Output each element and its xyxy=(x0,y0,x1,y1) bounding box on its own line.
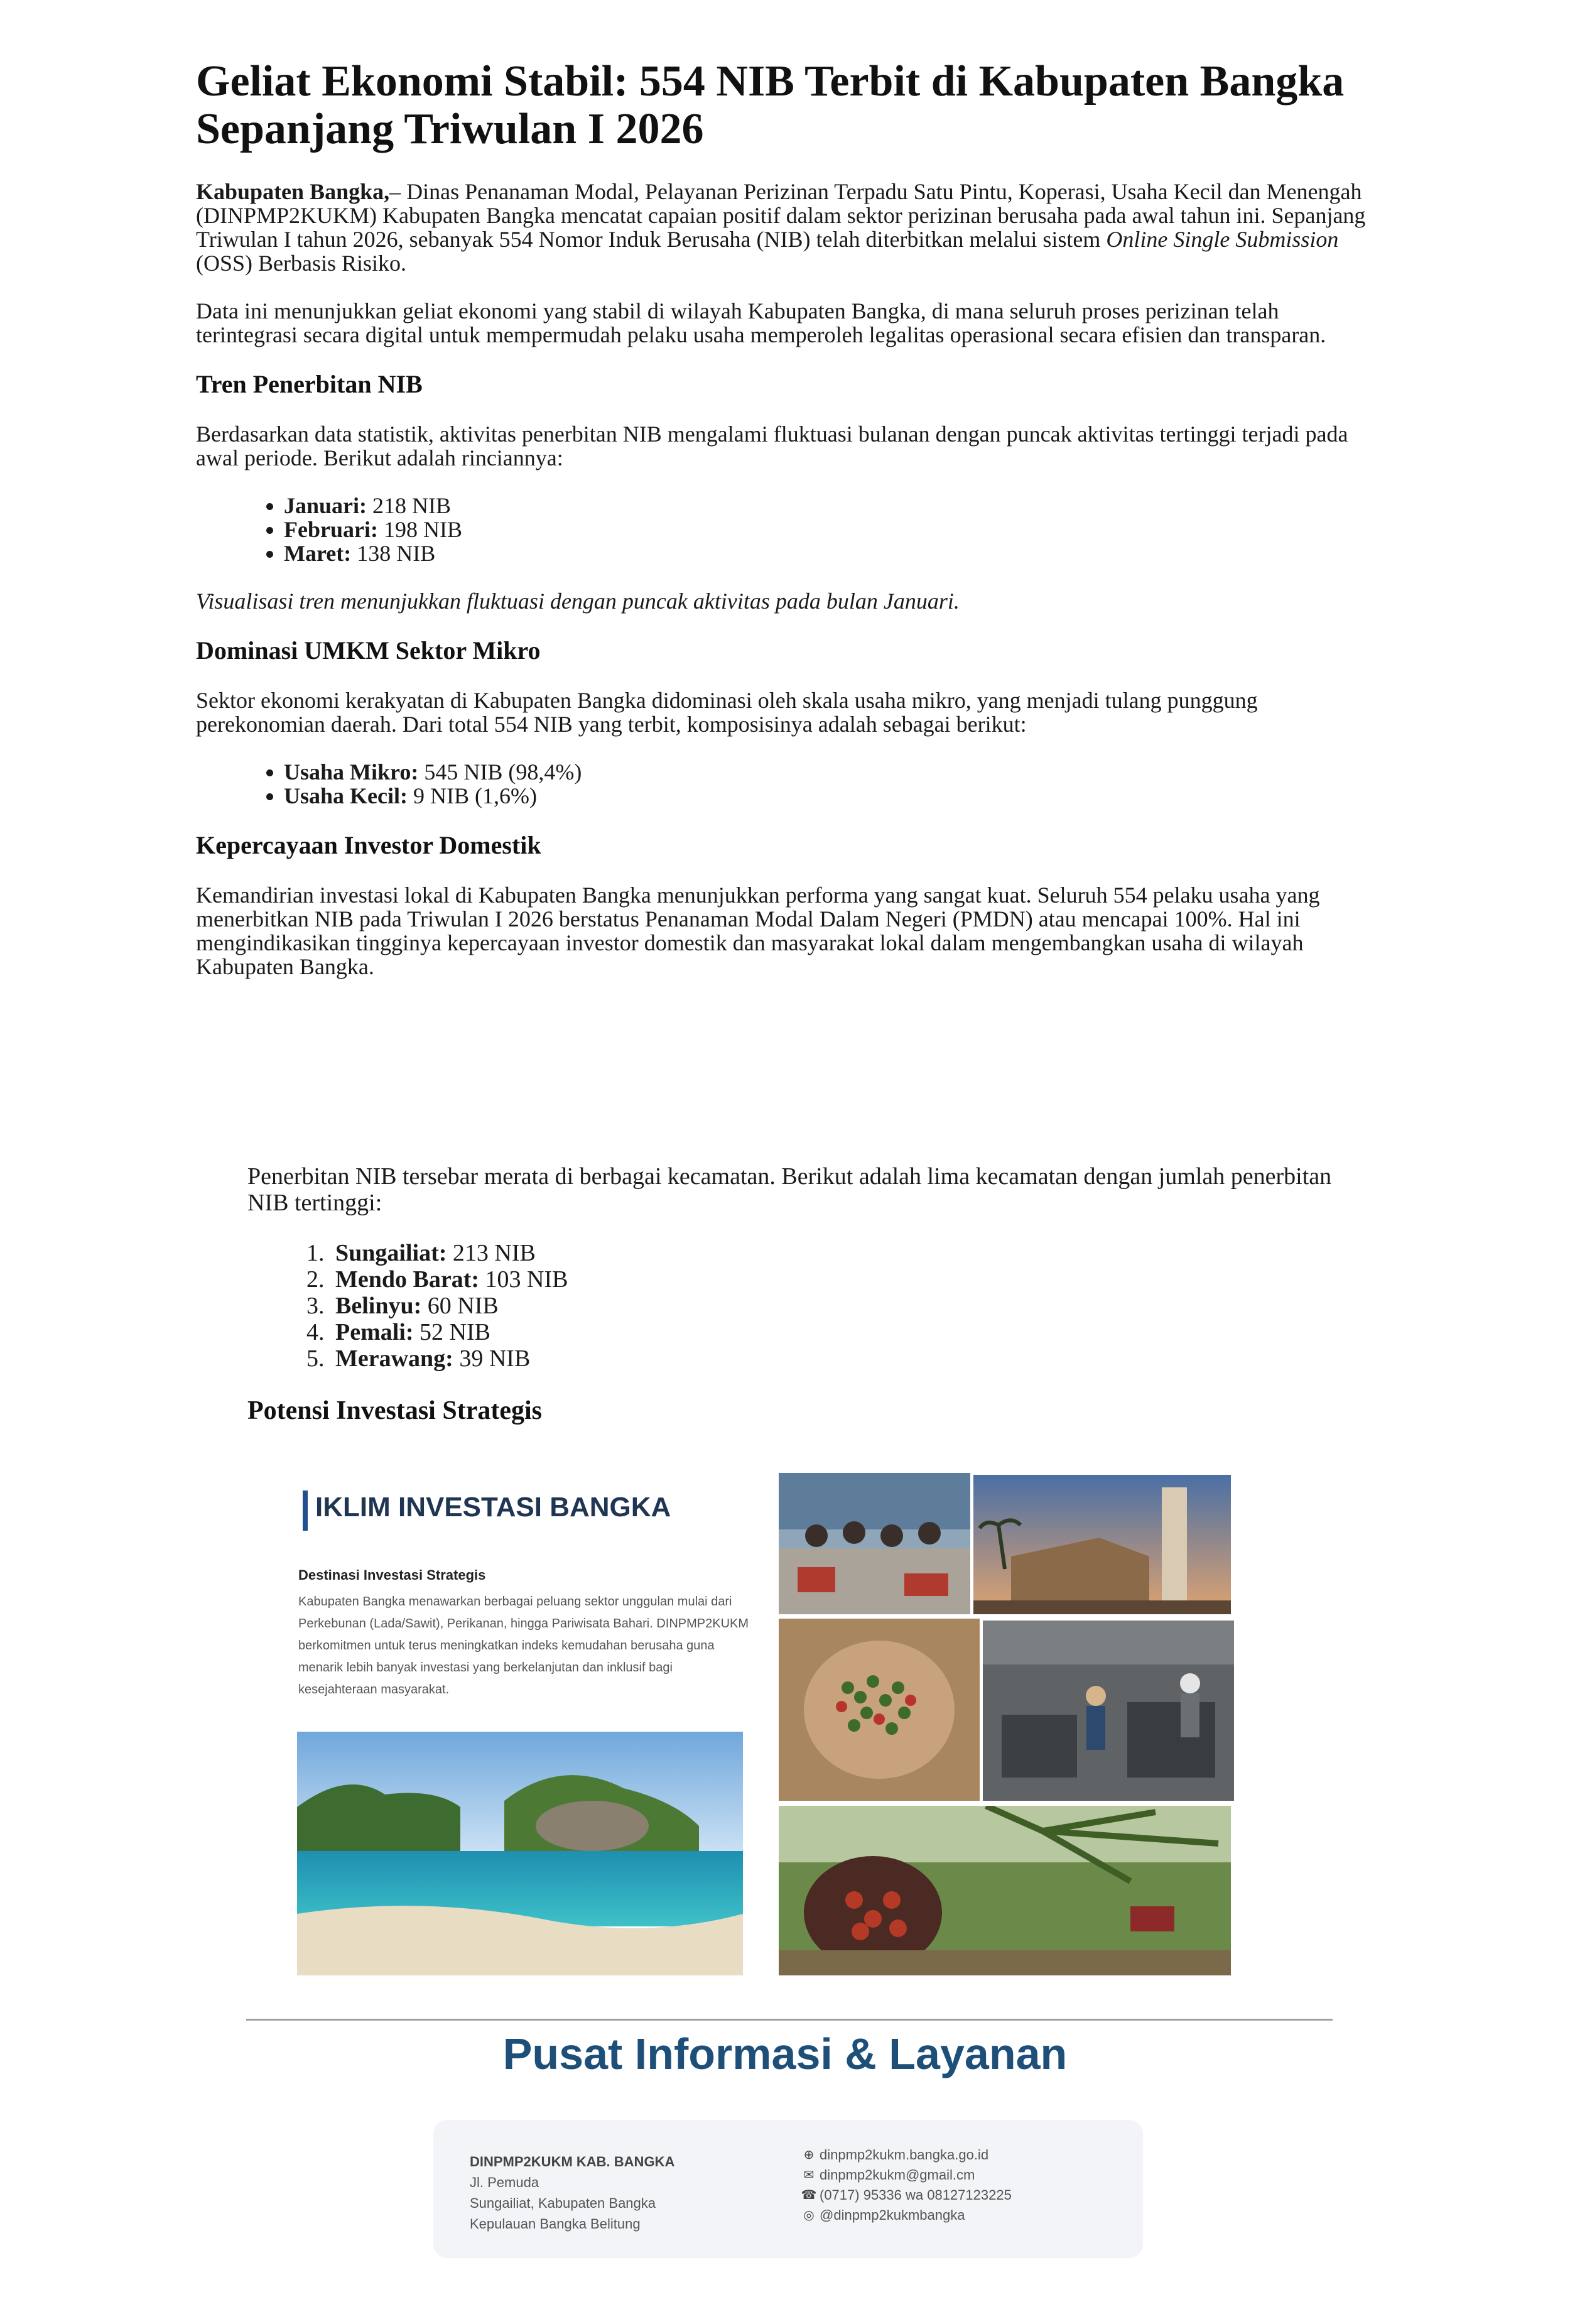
item-label: Merawang: xyxy=(335,1345,453,1372)
accent-bar xyxy=(303,1491,308,1531)
factory-photo xyxy=(983,1621,1234,1801)
contact-card xyxy=(433,2120,1143,2258)
info-banner-title: Pusat Informasi & Layanan xyxy=(502,2029,1068,2078)
beach-photo xyxy=(297,1732,743,1975)
tren-text: Berdasarkan data statistik, aktivitas penerbitan NIB mengalami fluktuasi bulanan dengan puncak aktivitas tertinggi terjadi pada awal periode. Berikut adalah rinciannya: xyxy=(196,421,1348,470)
list-item xyxy=(330,1345,1353,1372)
list-item xyxy=(284,784,1377,808)
intro-lead: Kabupaten Bangka, xyxy=(196,179,390,204)
item-value: 39 NIB xyxy=(453,1345,531,1372)
item-label: Usaha Kecil: xyxy=(284,783,408,808)
collage-title: IKLIM INVESTASI BANGKA xyxy=(315,1492,671,1523)
heading-investor: Kepercayaan Investor Domestik xyxy=(196,831,541,859)
item-value: 9 NIB (1,6%) xyxy=(407,783,537,808)
item-value: 213 NIB xyxy=(447,1240,536,1266)
email-link[interactable]: dinpmp2kukm@gmail.cm xyxy=(820,2167,975,2183)
item-value: 138 NIB xyxy=(351,541,436,566)
tren-note xyxy=(196,589,1377,613)
list-item xyxy=(330,1240,1353,1266)
item-label: Maret: xyxy=(284,541,352,566)
item-label: Pemali: xyxy=(335,1319,414,1345)
item-label: Februari: xyxy=(284,517,378,542)
investment-collage xyxy=(295,1473,1331,1975)
item-value: 198 NIB xyxy=(377,517,462,542)
divider xyxy=(246,2019,1333,2021)
heading-umkm: Dominasi UMKM Sektor Mikro xyxy=(196,636,541,665)
temple-photo xyxy=(973,1475,1231,1614)
event-photo xyxy=(779,1473,970,1614)
address-line: Kepulauan Bangka Belitung xyxy=(470,2216,641,2232)
item-value: 545 NIB (98,4%) xyxy=(418,759,582,785)
tren-list xyxy=(196,494,1377,565)
item-value: 218 NIB xyxy=(367,493,452,518)
investor-text: Kemandirian investasi lokal di Kabupaten Bangka menunjukkan performa yang sangat kuat. Seluruh 554 pelaku usaha yang menerbitkan NIB pada Triwulan I 2026 berstatus Penanaman Modal Dalam Negeri (PMDN) atau mencapai 100%. Hal ini mengindikasikan tingginya kepercayaan investor domestik dan masyarakat lokal dalam mengembangkan usaha di wilayah Kabupaten Bangka. xyxy=(196,882,1320,979)
phone-text[interactable]: (0717) 95336 wa 08127123225 xyxy=(820,2187,1012,2203)
umkm-list xyxy=(196,760,1377,808)
kecamatan-list xyxy=(247,1240,1353,1372)
globe-icon: ⊕ xyxy=(803,2148,815,2162)
paragraph-2: Data ini menunjukkan geliat ekonomi yang stabil di wilayah Kabupaten Bangka, di mana seluruh proses perizinan telah terintegrasi secara digital untuk mempermudah pelaku usaha memperoleh legalitas operasional secara efisien dan transparan. xyxy=(196,298,1326,347)
item-value: 103 NIB xyxy=(479,1266,568,1293)
kecamatan-text: Penerbitan NIB tersebar merata di berbagai kecamatan. Berikut adalah lima kecamatan dengan jumlah penerbitan NIB tertinggi: xyxy=(247,1163,1332,1216)
kecamatan-section xyxy=(247,1163,1353,1448)
list-item xyxy=(284,518,1377,541)
address-block xyxy=(470,2151,674,2234)
collage-subtitle: Destinasi Investasi Strategis xyxy=(298,1567,486,1583)
item-label: Januari: xyxy=(284,493,367,518)
website-row[interactable] xyxy=(801,2145,1012,2165)
pepper-photo xyxy=(779,1619,980,1801)
address-line: Jl. Pemuda xyxy=(470,2175,539,2190)
item-value: 60 NIB xyxy=(421,1293,499,1319)
umkm-text: Sektor ekonomi kerakyatan di Kabupaten Bangka didominasi oleh skala usaha mikro, yang menjadi tulang punggung perekonomian daerah. Dari total 554 NIB yang terbit, komposisinya adalah sebagai berikut: xyxy=(196,688,1258,737)
item-label: Mendo Barat: xyxy=(335,1266,480,1293)
palm-oil-photo xyxy=(779,1806,1231,1975)
instagram-row[interactable] xyxy=(801,2205,1012,2225)
heading-tren: Tren Penerbitan NIB xyxy=(196,370,423,398)
org-name: DINPMP2KUKM KAB. BANGKA xyxy=(470,2154,675,2169)
phone-icon: ☎ xyxy=(801,2188,817,2202)
website-link[interactable]: dinpmp2kukm.bangka.go.id xyxy=(820,2147,989,2163)
contact-list xyxy=(801,2145,1012,2225)
intro-text-1: – Dinas Penanaman Modal, Pelayanan Perizinan Terpadu Satu Pintu, Koperasi, Usaha Kecil dan Menengah (DINPMP2KUKM) Kabupaten Bangka mencatat capaian positif dalam sektor perizinan berusaha pada awal tahun ini. Sepanjang Triwulan I tahun 2026, sebanyak 554 Nomor Induk Berusaha (NIB) telah diterbitkan melalui sistem xyxy=(196,179,1366,252)
list-item xyxy=(330,1319,1353,1345)
tren-note-text: Visualisasi tren menunjukkan fluktuasi dengan puncak aktivitas pada bulan Januari. xyxy=(196,589,960,614)
collage-text: Kabupaten Bangka menawarkan berbagai peluang sektor unggulan mulai dari Perkebunan (Lada/Sawit), Perikanan, hingga Pariwisata Bahari. DINPMP2KUKM berkomitmen untuk terus meningkatkan indeks kemudahan berusaha guna menarik lebih banyak investasi yang berkelanjutan dan inklusif bagi kesejahteraan masyarakat. xyxy=(298,1595,749,1697)
item-value: 52 NIB xyxy=(413,1319,490,1345)
phone-row[interactable] xyxy=(801,2185,1012,2205)
item-label: Belinyu: xyxy=(335,1293,422,1319)
intro-text-2: (OSS) Berbasis Risiko. xyxy=(196,251,407,276)
mail-icon: ✉ xyxy=(803,2168,815,2182)
address-line: Sungailiat, Kabupaten Bangka xyxy=(470,2195,656,2211)
instagram-icon: ◎ xyxy=(803,2208,815,2222)
article-title: Geliat Ekonomi Stabil: 554 NIB Terbit di Kabupaten Bangka Sepanjang Triwulan I 2026 xyxy=(196,57,1345,153)
list-item xyxy=(284,760,1377,784)
intro-paragraph xyxy=(196,180,1377,275)
item-label: Sungailiat: xyxy=(335,1240,447,1266)
article xyxy=(196,58,1377,1002)
intro-italic: Online Single Submission xyxy=(1106,227,1339,252)
collage-text-panel xyxy=(295,1473,779,1975)
email-row[interactable] xyxy=(801,2165,1012,2185)
list-item xyxy=(284,494,1377,518)
item-label: Usaha Mikro: xyxy=(284,759,419,785)
instagram-handle[interactable]: @dinpmp2kukmbangka xyxy=(820,2207,965,2223)
list-item xyxy=(330,1293,1353,1319)
list-item xyxy=(330,1266,1353,1293)
heading-potensi: Potensi Investasi Strategis xyxy=(247,1396,542,1425)
list-item xyxy=(284,541,1377,565)
